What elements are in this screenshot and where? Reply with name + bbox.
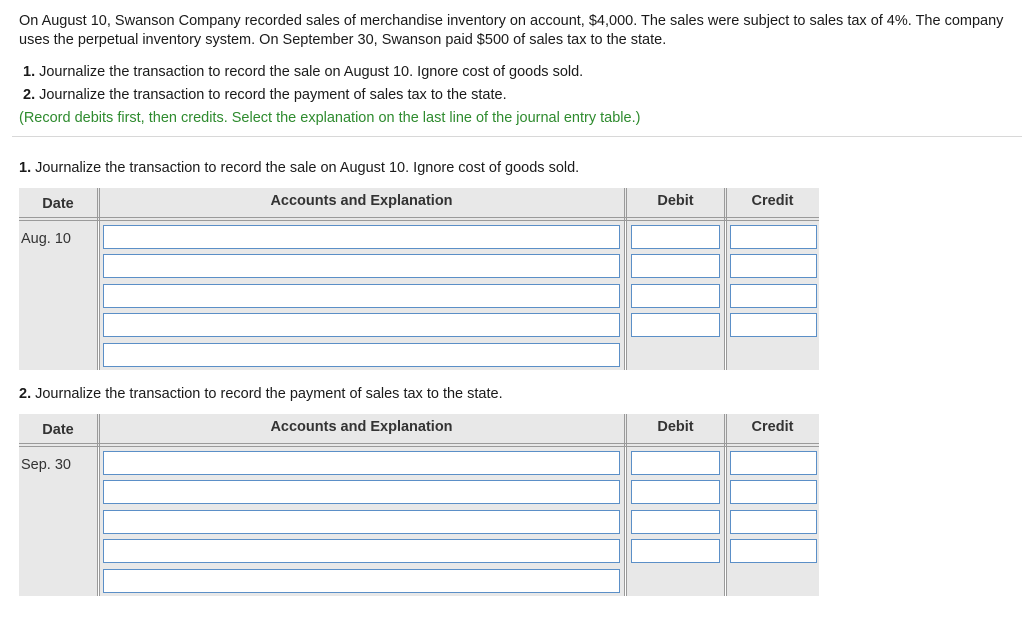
journal-1-title-text: Journalize the transaction to record the sale on August 10. Ignore cost of goods sold. xyxy=(31,160,580,176)
account-input-row-4[interactable] xyxy=(103,539,620,563)
debit-input-row-1[interactable] xyxy=(631,451,720,475)
header-accounts: Accounts and Explanation xyxy=(270,419,453,435)
requirement-2 xyxy=(23,86,507,105)
debit-input-row-2[interactable] xyxy=(631,480,720,504)
debit-input-row-4[interactable] xyxy=(631,539,720,563)
column-separator xyxy=(726,188,727,370)
column-separator xyxy=(626,414,627,596)
account-input-row-1[interactable] xyxy=(103,451,620,475)
credit-input-row-4[interactable] xyxy=(730,539,817,563)
journal-2-title-number: 2. xyxy=(19,386,32,402)
credit-input-row-4[interactable] xyxy=(730,313,817,337)
header-date: Date xyxy=(42,196,74,212)
journal-2-title-text: Journalize the transaction to record the payment of sales tax to the state. xyxy=(31,386,503,402)
header-accounts: Accounts and Explanation xyxy=(270,193,453,209)
problem-statement: On August 10, Swanson Company recorded sales of merchandise inventory on account, $4,000. The sales were subject to sales tax of 4%. The company uses the perpetual inventory system. On September 30, Swanson paid $500 of sales tax to the state. xyxy=(19,13,1004,48)
journal-table-1 xyxy=(19,188,819,370)
account-input-row-1[interactable] xyxy=(103,225,620,249)
requirement-1-text: Journalize the transaction to record the sale on August 10. Ignore cost of goods sold. xyxy=(35,64,584,80)
account-input-row-4[interactable] xyxy=(103,313,620,337)
requirement-1 xyxy=(23,63,583,82)
explanation-input[interactable] xyxy=(103,343,620,367)
header-debit: Debit xyxy=(657,193,694,209)
entry-date: Aug. 10 xyxy=(21,231,71,247)
column-separator xyxy=(97,414,98,596)
account-input-row-2[interactable] xyxy=(103,480,620,504)
column-separator xyxy=(99,414,100,596)
journal-table-2 xyxy=(19,414,819,596)
credit-input-row-3[interactable] xyxy=(730,284,817,308)
requirement-2-number: 2. xyxy=(23,87,36,103)
entry-date: Sep. 30 xyxy=(21,457,71,473)
date-column xyxy=(19,221,97,370)
journal-2-title xyxy=(19,385,503,404)
header-credit: Credit xyxy=(751,193,794,209)
divider xyxy=(12,136,1022,137)
debit-input-row-2[interactable] xyxy=(631,254,720,278)
debit-input-row-4[interactable] xyxy=(631,313,720,337)
instruction-note: (Record debits first, then credits. Select the explanation on the last line of the journal entry table.) xyxy=(19,110,641,126)
requirement-2-text: Journalize the transaction to record the payment of sales tax to the state. xyxy=(35,87,507,103)
requirement-1-number: 1. xyxy=(23,64,36,80)
credit-input-row-3[interactable] xyxy=(730,510,817,534)
column-separator xyxy=(97,188,98,370)
header-date: Date xyxy=(42,422,74,438)
credit-input-row-2[interactable] xyxy=(730,254,817,278)
column-separator xyxy=(726,414,727,596)
account-input-row-3[interactable] xyxy=(103,510,620,534)
debit-input-row-3[interactable] xyxy=(631,284,720,308)
explanation-input[interactable] xyxy=(103,569,620,593)
header-rule xyxy=(19,217,819,218)
column-separator xyxy=(724,414,725,596)
credit-input-row-1[interactable] xyxy=(730,225,817,249)
date-column xyxy=(19,447,97,596)
credit-input-row-1[interactable] xyxy=(730,451,817,475)
column-separator xyxy=(626,188,627,370)
column-separator xyxy=(724,188,725,370)
header-rule xyxy=(19,443,819,444)
debit-input-row-3[interactable] xyxy=(631,510,720,534)
header-debit: Debit xyxy=(657,419,694,435)
debit-input-row-1[interactable] xyxy=(631,225,720,249)
journal-1-title-number: 1. xyxy=(19,160,32,176)
column-separator xyxy=(624,188,625,370)
account-input-row-2[interactable] xyxy=(103,254,620,278)
journal-1-title xyxy=(19,159,579,178)
credit-input-row-2[interactable] xyxy=(730,480,817,504)
column-separator xyxy=(99,188,100,370)
column-separator xyxy=(624,414,625,596)
header-credit: Credit xyxy=(751,419,794,435)
account-input-row-3[interactable] xyxy=(103,284,620,308)
